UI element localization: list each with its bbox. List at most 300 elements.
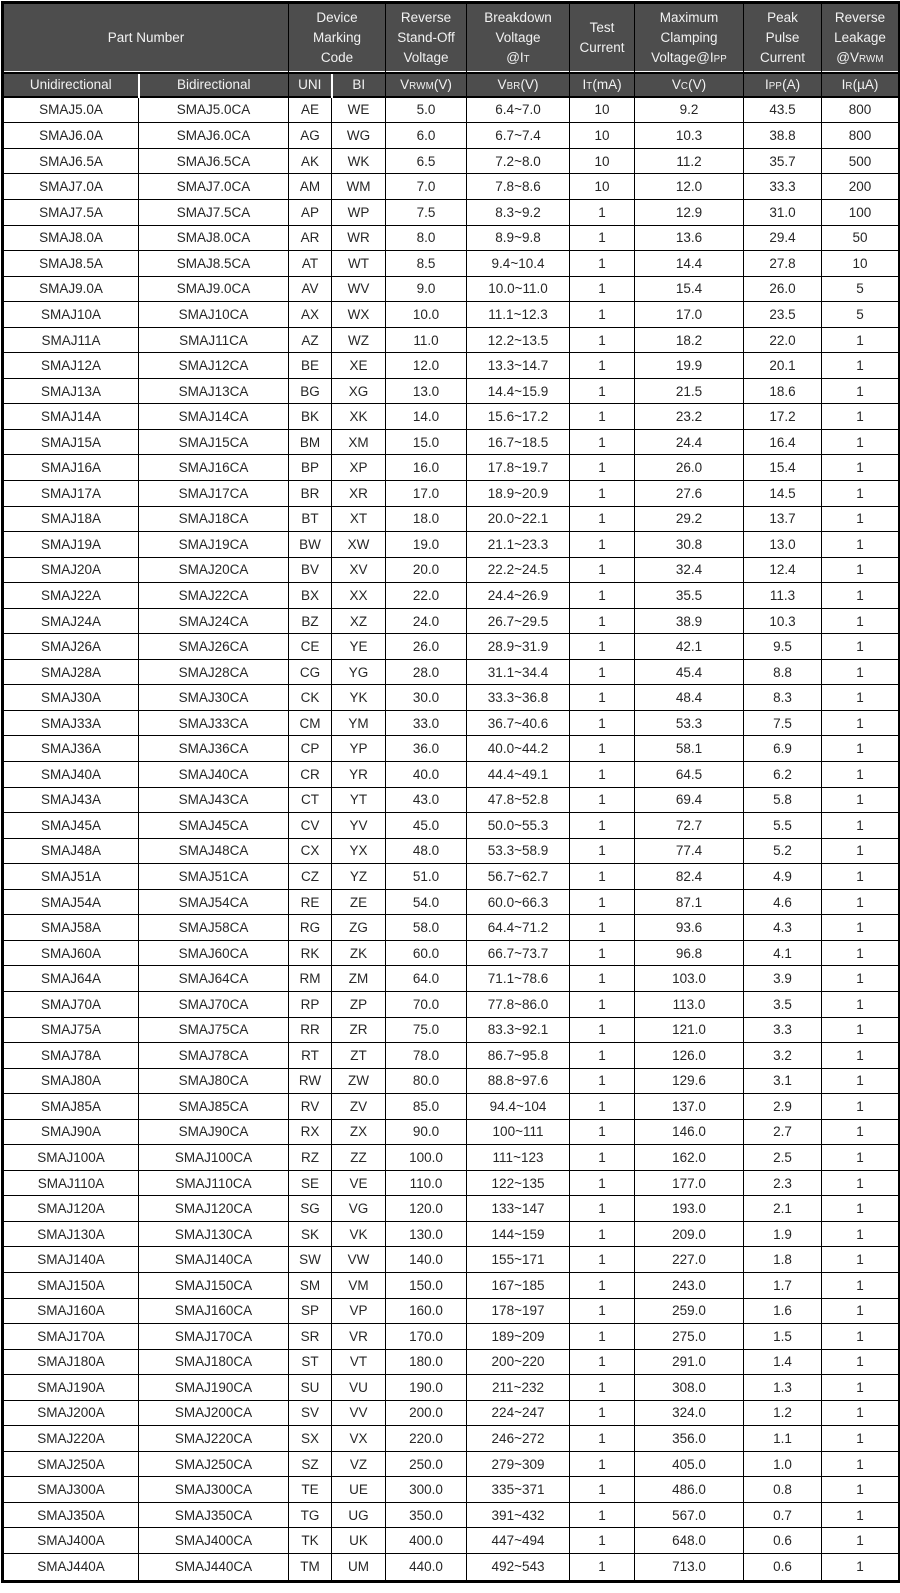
cell: CV — [289, 813, 332, 839]
cell: WE — [332, 97, 386, 123]
cell: 71.1~78.6 — [467, 966, 570, 992]
cell: 227.0 — [635, 1247, 744, 1273]
cell: 275.0 — [635, 1324, 744, 1350]
cell: 335~371 — [467, 1477, 570, 1503]
header-group-reverse-standoff-voltage — [386, 3, 467, 73]
cell: 1 — [822, 1170, 900, 1196]
cell: 5.2 — [744, 838, 822, 864]
header-col-unidirectional: Unidirectional — [3, 73, 139, 97]
table-row — [3, 787, 900, 813]
cell: 10 — [570, 123, 635, 149]
symbol-post: (mA) — [592, 76, 622, 92]
table-row — [3, 353, 900, 379]
cell: 440.0 — [386, 1553, 467, 1581]
cell: SMAJ9.0A — [3, 276, 139, 302]
table-row — [3, 1221, 900, 1247]
table-row — [3, 1324, 900, 1350]
cell: SMAJ33CA — [139, 710, 289, 736]
cell: SMAJ9.0CA — [139, 276, 289, 302]
cell: 0.6 — [744, 1528, 822, 1554]
cell: SP — [289, 1298, 332, 1324]
cell: 18.0 — [386, 506, 467, 532]
cell: BW — [289, 532, 332, 558]
cell: 33.0 — [386, 710, 467, 736]
cell: 1 — [570, 659, 635, 685]
cell: 1 — [822, 634, 900, 660]
cell: 1.3 — [744, 1375, 822, 1401]
cell: 85.0 — [386, 1094, 467, 1120]
table-row — [3, 327, 900, 353]
cell: WR — [332, 225, 386, 251]
cell: 96.8 — [635, 940, 744, 966]
table-row — [3, 1068, 900, 1094]
cell: SMAJ17A — [3, 481, 139, 507]
cell: SMAJ8.0CA — [139, 225, 289, 251]
symbol-post: (V) — [520, 76, 539, 92]
cell: SMAJ45CA — [139, 813, 289, 839]
cell: 279~309 — [467, 1451, 570, 1477]
cell: XW — [332, 532, 386, 558]
cell: 77.4 — [635, 838, 744, 864]
cell: 12.2~13.5 — [467, 327, 570, 353]
table-row — [3, 915, 900, 941]
cell: 1 — [570, 1502, 635, 1528]
table-row — [3, 1502, 900, 1528]
cell: SMAJ12A — [3, 353, 139, 379]
cell: SW — [289, 1247, 332, 1273]
cell: SV — [289, 1400, 332, 1426]
table-row — [3, 1247, 900, 1273]
cell: 18.6 — [744, 378, 822, 404]
cell: 19.9 — [635, 353, 744, 379]
cell: 1.9 — [744, 1221, 822, 1247]
cell: SMAJ45A — [3, 813, 139, 839]
header-col-vrwm — [386, 73, 467, 97]
table-row — [3, 1170, 900, 1196]
cell: 1 — [570, 378, 635, 404]
table-row — [3, 1528, 900, 1554]
cell: 1 — [822, 557, 900, 583]
cell: SR — [289, 1324, 332, 1350]
cell: 64.0 — [386, 966, 467, 992]
cell: 1 — [822, 1094, 900, 1120]
cell: 10.0 — [386, 302, 467, 328]
cell: AX — [289, 302, 332, 328]
table-row — [3, 608, 900, 634]
header-subscript: T — [523, 53, 530, 65]
cell: SMAJ400A — [3, 1528, 139, 1554]
header-line — [467, 48, 569, 68]
cell: SMAJ22A — [3, 583, 139, 609]
cell: 8.9~9.8 — [467, 225, 570, 251]
cell: 11.2 — [635, 148, 744, 174]
cell: SMAJ190CA — [139, 1375, 289, 1401]
cell: 6.7~7.4 — [467, 123, 570, 149]
cell: SMAJ220A — [3, 1426, 139, 1452]
cell: 1 — [570, 1451, 635, 1477]
cell: 167~185 — [467, 1272, 570, 1298]
cell: 80.0 — [386, 1068, 467, 1094]
cell: 1 — [570, 1400, 635, 1426]
cell: SMAJ13CA — [139, 378, 289, 404]
cell: SMAJ26CA — [139, 634, 289, 660]
cell: 150.0 — [386, 1272, 467, 1298]
table-row — [3, 991, 900, 1017]
cell: 27.8 — [744, 251, 822, 277]
cell: SMAJ48A — [3, 838, 139, 864]
cell: 3.1 — [744, 1068, 822, 1094]
cell: SMAJ160CA — [139, 1298, 289, 1324]
header-line — [635, 48, 743, 68]
cell: SMAJ160A — [3, 1298, 139, 1324]
cell: 1 — [822, 1119, 900, 1145]
cell: 15.0 — [386, 429, 467, 455]
cell: 11.0 — [386, 327, 467, 353]
cell: SMAJ220CA — [139, 1426, 289, 1452]
cell: SMAJ14CA — [139, 404, 289, 430]
cell: 43.0 — [386, 787, 467, 813]
cell: 224~247 — [467, 1400, 570, 1426]
table-row — [3, 123, 900, 149]
cell: 200~220 — [467, 1349, 570, 1375]
cell: CK — [289, 685, 332, 711]
cell: VW — [332, 1247, 386, 1273]
cell: 1.7 — [744, 1272, 822, 1298]
cell: 1 — [822, 966, 900, 992]
symbol-sub: RWM — [409, 80, 434, 92]
cell: 1 — [822, 991, 900, 1017]
cell: 7.5 — [744, 710, 822, 736]
table-row — [3, 864, 900, 890]
cell: SMAJ180A — [3, 1349, 139, 1375]
table-row — [3, 889, 900, 915]
cell: CE — [289, 634, 332, 660]
cell: WX — [332, 302, 386, 328]
cell: 800 — [822, 123, 900, 149]
cell: 58.0 — [386, 915, 467, 941]
cell: 1 — [822, 378, 900, 404]
cell: SMAJ18A — [3, 506, 139, 532]
cell: 113.0 — [635, 991, 744, 1017]
cell: 9.4~10.4 — [467, 251, 570, 277]
cell: YP — [332, 736, 386, 762]
cell: 43.5 — [744, 97, 822, 123]
cell: 1 — [570, 1145, 635, 1171]
cell: 1 — [822, 1502, 900, 1528]
header-text: @V — [836, 49, 860, 65]
cell: 6.4~7.0 — [467, 97, 570, 123]
table-row — [3, 1272, 900, 1298]
cell: BX — [289, 583, 332, 609]
cell: 36.7~40.6 — [467, 710, 570, 736]
cell: 1 — [822, 1324, 900, 1350]
cell: SMAJ6.0CA — [139, 123, 289, 149]
cell: WV — [332, 276, 386, 302]
cell: 308.0 — [635, 1375, 744, 1401]
cell: 1 — [822, 838, 900, 864]
cell: 88.8~97.6 — [467, 1068, 570, 1094]
cell: VT — [332, 1349, 386, 1375]
cell: SMAJ200CA — [139, 1400, 289, 1426]
cell: SMAJ12CA — [139, 353, 289, 379]
cell: 17.0 — [635, 302, 744, 328]
cell: 2.1 — [744, 1196, 822, 1222]
cell: AM — [289, 174, 332, 200]
cell: 21.5 — [635, 378, 744, 404]
table-row — [3, 148, 900, 174]
cell: SMAJ440A — [3, 1553, 139, 1581]
cell: VG — [332, 1196, 386, 1222]
cell: SE — [289, 1170, 332, 1196]
cell: SMAJ150CA — [139, 1272, 289, 1298]
cell: CX — [289, 838, 332, 864]
cell: WZ — [332, 327, 386, 353]
cell: 1 — [822, 608, 900, 634]
cell: ZG — [332, 915, 386, 941]
table-row — [3, 532, 900, 558]
header-col-bi: BI — [332, 73, 386, 97]
table-row — [3, 838, 900, 864]
cell: CR — [289, 762, 332, 788]
cell: 1 — [570, 583, 635, 609]
cell: 48.0 — [386, 838, 467, 864]
cell: 6.5 — [386, 148, 467, 174]
cell: 259.0 — [635, 1298, 744, 1324]
cell: 42.1 — [635, 634, 744, 660]
table-row — [3, 710, 900, 736]
cell: 1 — [570, 1349, 635, 1375]
cell: 77.8~86.0 — [467, 991, 570, 1017]
cell: SM — [289, 1272, 332, 1298]
cell: SMAJ200A — [3, 1400, 139, 1426]
cell: SMAJ16A — [3, 455, 139, 481]
cell: 35.5 — [635, 583, 744, 609]
table-row — [3, 685, 900, 711]
cell: SMAJ170A — [3, 1324, 139, 1350]
cell: 1.0 — [744, 1451, 822, 1477]
cell: 31.0 — [744, 200, 822, 226]
cell: 86.7~95.8 — [467, 1043, 570, 1069]
cell: SMAJ33A — [3, 710, 139, 736]
cell: 8.3 — [744, 685, 822, 711]
cell: 1 — [570, 634, 635, 660]
cell: 5 — [822, 276, 900, 302]
header-subscript: PP — [713, 53, 727, 65]
cell: 137.0 — [635, 1094, 744, 1120]
cell: 1 — [822, 787, 900, 813]
cell: SMAJ140CA — [139, 1247, 289, 1273]
cell: 103.0 — [635, 966, 744, 992]
cell: SMAJ7.5A — [3, 200, 139, 226]
cell: 1 — [822, 813, 900, 839]
cell: SMAJ100CA — [139, 1145, 289, 1171]
cell: 21.1~23.3 — [467, 532, 570, 558]
cell: SMAJ10A — [3, 302, 139, 328]
table-row — [3, 1094, 900, 1120]
cell: 220.0 — [386, 1426, 467, 1452]
cell: 1 — [822, 1272, 900, 1298]
cell: 26.7~29.5 — [467, 608, 570, 634]
cell: 4.1 — [744, 940, 822, 966]
cell: CP — [289, 736, 332, 762]
cell: 121.0 — [635, 1017, 744, 1043]
cell: 18.2 — [635, 327, 744, 353]
cell: 12.0 — [635, 174, 744, 200]
cell: 800 — [822, 97, 900, 123]
cell: 1 — [570, 864, 635, 890]
cell: 12.4 — [744, 557, 822, 583]
cell: SMAJ36A — [3, 736, 139, 762]
cell: 26.0 — [386, 634, 467, 660]
cell: 8.0 — [386, 225, 467, 251]
cell: 1 — [822, 481, 900, 507]
cell: 9.0 — [386, 276, 467, 302]
table-row — [3, 736, 900, 762]
cell: 7.8~8.6 — [467, 174, 570, 200]
cell: 4.9 — [744, 864, 822, 890]
cell: XK — [332, 404, 386, 430]
table-row — [3, 940, 900, 966]
header-col-vc — [635, 73, 744, 97]
cell: SMAJ22CA — [139, 583, 289, 609]
cell: 27.6 — [635, 481, 744, 507]
cell: CZ — [289, 864, 332, 890]
cell: SMAJ300A — [3, 1477, 139, 1503]
cell: 45.4 — [635, 659, 744, 685]
cell: 1 — [570, 532, 635, 558]
cell: SMAJ8.5CA — [139, 251, 289, 277]
cell: 1 — [570, 1272, 635, 1298]
cell: 60.0~66.3 — [467, 889, 570, 915]
cell: 15.4 — [635, 276, 744, 302]
table-row — [3, 302, 900, 328]
cell: SMAJ64CA — [139, 966, 289, 992]
symbol-pre: I — [582, 76, 587, 92]
cell: 3.5 — [744, 991, 822, 1017]
cell: ZP — [332, 991, 386, 1017]
table-row — [3, 966, 900, 992]
header-columns-row — [3, 73, 900, 97]
cell: 28.0 — [386, 659, 467, 685]
table-row — [3, 378, 900, 404]
cell: 2.3 — [744, 1170, 822, 1196]
cell: 1 — [822, 404, 900, 430]
table-row — [3, 200, 900, 226]
cell: SMAJ43CA — [139, 787, 289, 813]
cell: 1 — [570, 353, 635, 379]
cell: XR — [332, 481, 386, 507]
cell: ZR — [332, 1017, 386, 1043]
cell: 56.7~62.7 — [467, 864, 570, 890]
cell: 14.0 — [386, 404, 467, 430]
cell: 0.7 — [744, 1502, 822, 1528]
cell: XZ — [332, 608, 386, 634]
cell: YZ — [332, 864, 386, 890]
cell: 22.2~24.5 — [467, 557, 570, 583]
cell: 51.0 — [386, 864, 467, 890]
cell: 567.0 — [635, 1502, 744, 1528]
cell: BT — [289, 506, 332, 532]
cell: 1 — [570, 481, 635, 507]
cell: 13.6 — [635, 225, 744, 251]
cell: SMAJ60A — [3, 940, 139, 966]
cell: SMAJ100A — [3, 1145, 139, 1171]
cell: 1 — [822, 1400, 900, 1426]
cell: RM — [289, 966, 332, 992]
cell: 1 — [570, 225, 635, 251]
cell: 1 — [570, 1170, 635, 1196]
cell: SMAJ7.0CA — [139, 174, 289, 200]
cell: 1 — [570, 889, 635, 915]
cell: 1 — [570, 1094, 635, 1120]
cell: SMAJ75CA — [139, 1017, 289, 1043]
cell: SMAJ36CA — [139, 736, 289, 762]
table-row — [3, 404, 900, 430]
cell: 17.0 — [386, 481, 467, 507]
cell: 48.4 — [635, 685, 744, 711]
cell: 1 — [570, 404, 635, 430]
cell: XV — [332, 557, 386, 583]
cell: 2.7 — [744, 1119, 822, 1145]
cell: 1 — [570, 1017, 635, 1043]
cell: SMAJ60CA — [139, 940, 289, 966]
header-line: Voltage — [495, 29, 541, 45]
cell: 100.0 — [386, 1145, 467, 1171]
cell: 140.0 — [386, 1247, 467, 1273]
cell: AT — [289, 251, 332, 277]
header-group-device-marking-code — [289, 3, 386, 73]
cell: 19.0 — [386, 532, 467, 558]
header-col-ir — [822, 73, 900, 97]
cell: BK — [289, 404, 332, 430]
cell: VV — [332, 1400, 386, 1426]
cell: 356.0 — [635, 1426, 744, 1452]
cell: RP — [289, 991, 332, 1017]
header-line: Test — [589, 20, 615, 36]
cell: 58.1 — [635, 736, 744, 762]
cell: BZ — [289, 608, 332, 634]
cell: 1 — [570, 302, 635, 328]
cell: 10 — [570, 174, 635, 200]
cell: SMAJ51CA — [139, 864, 289, 890]
cell: SMAJ170CA — [139, 1324, 289, 1350]
cell: 1 — [822, 1196, 900, 1222]
cell: 14.4~15.9 — [467, 378, 570, 404]
cell: CT — [289, 787, 332, 813]
cell: 33.3~36.8 — [467, 685, 570, 711]
cell: SMAJ40A — [3, 762, 139, 788]
cell: ZW — [332, 1068, 386, 1094]
table-row — [3, 97, 900, 123]
cell: 10 — [822, 251, 900, 277]
header-line: Clamping — [660, 29, 718, 45]
cell: 47.8~52.8 — [467, 787, 570, 813]
cell: 391~432 — [467, 1502, 570, 1528]
cell: 83.3~92.1 — [467, 1017, 570, 1043]
cell: 7.0 — [386, 174, 467, 200]
cell: SMAJ11CA — [139, 327, 289, 353]
cell: SMAJ78CA — [139, 1043, 289, 1069]
cell: VU — [332, 1375, 386, 1401]
cell: ZK — [332, 940, 386, 966]
cell: SMAJ6.5A — [3, 148, 139, 174]
cell: 1 — [822, 1477, 900, 1503]
table-row — [3, 1426, 900, 1452]
cell: 3.2 — [744, 1043, 822, 1069]
cell: SMAJ85CA — [139, 1094, 289, 1120]
cell: 190.0 — [386, 1375, 467, 1401]
header-group-breakdown-voltage — [467, 3, 570, 73]
